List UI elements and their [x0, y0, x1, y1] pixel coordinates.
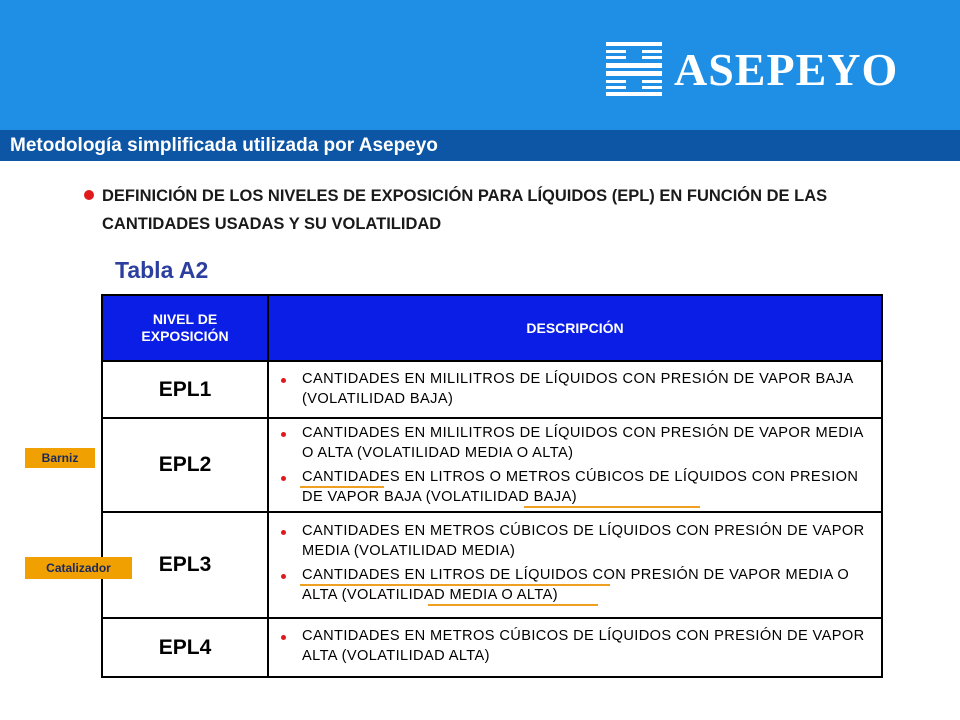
- table-row: [103, 362, 881, 419]
- item-text: CANTIDADES EN MILILITROS DE LÍQUIDOS CON PRESIÓN DE VAPOR BAJA (VOLATILIDAD BAJA): [302, 371, 853, 407]
- bullet-icon: [281, 432, 286, 437]
- item-text: CANTIDADES EN METROS CÚBICOS DE LÍQUIDOS CON PRESIÓN DE VAPOR MEDIA (VOLATILIDAD MEDIA): [302, 523, 865, 559]
- level-cell: EPL4: [103, 619, 269, 676]
- bullet-icon: [281, 530, 286, 535]
- item-text: CANTIDADES EN LITROS O METROS CÚBICOS DE LÍQUIDOS CON PRESION DE VAPOR BAJA (VOLATILIDAD BAJA): [302, 469, 859, 505]
- bullet-icon: [281, 378, 286, 383]
- table-row: [103, 619, 881, 676]
- bullet-icon: [84, 190, 94, 200]
- logo: [606, 42, 898, 96]
- highlight-underline: [300, 486, 384, 488]
- table-title: Tabla A2: [115, 257, 209, 283]
- level-cell: EPL2: [103, 419, 269, 511]
- bullet-icon: [281, 476, 286, 481]
- header-level-label: NIVEL DE EXPOSICIÓN: [141, 311, 229, 344]
- header-description-label: DESCRIPCIÓN: [526, 320, 624, 336]
- bullet-icon: [281, 574, 286, 579]
- highlight-underline: [428, 604, 598, 606]
- header-level: [103, 296, 269, 362]
- highlight-underline: [524, 506, 700, 508]
- slide-heading: DEFINICIÓN DE LOS NIVELES DE EXPOSICIÓN PARA LÍQUIDOS (EPL) EN FUNCIÓN DE LAS CANTIDADES USADAS Y SU VOLATILIDAD: [102, 187, 828, 233]
- table-row: [103, 419, 881, 513]
- logo-text: ASEPEYO: [674, 43, 899, 95]
- header-banner: [0, 0, 960, 130]
- bullet-icon: [281, 635, 286, 640]
- item-text: CANTIDADES EN METROS CÚBICOS DE LÍQUIDOS CON PRESIÓN DE VAPOR ALTA (VOLATILIDAD ALTA): [302, 628, 865, 664]
- level-cell: EPL3: [103, 513, 269, 617]
- header-description: [269, 296, 881, 362]
- level-cell: EPL1: [103, 362, 269, 417]
- table-row: [103, 513, 881, 619]
- item-text: CANTIDADES EN MILILITROS DE LÍQUIDOS CON PRESIÓN DE VAPOR MEDIA O ALTA (VOLATILIDAD MEDIA O ALTA): [302, 425, 863, 461]
- tag-barniz: Barniz: [25, 448, 95, 468]
- item-text: CANTIDADES EN LITROS DE LÍQUIDOS CON PRESIÓN DE VAPOR MEDIA O ALTA (VOLATILIDAD MEDIA O ALTA): [302, 567, 850, 603]
- exposure-table: [101, 294, 883, 678]
- asepeyo-logo-icon: [606, 42, 662, 96]
- tag-catalizador: Catalizador: [25, 557, 132, 579]
- highlight-underline: [300, 584, 610, 586]
- section-title: Metodología simplificada utilizada por Asepeyo: [10, 135, 438, 156]
- section-bar: [0, 130, 960, 161]
